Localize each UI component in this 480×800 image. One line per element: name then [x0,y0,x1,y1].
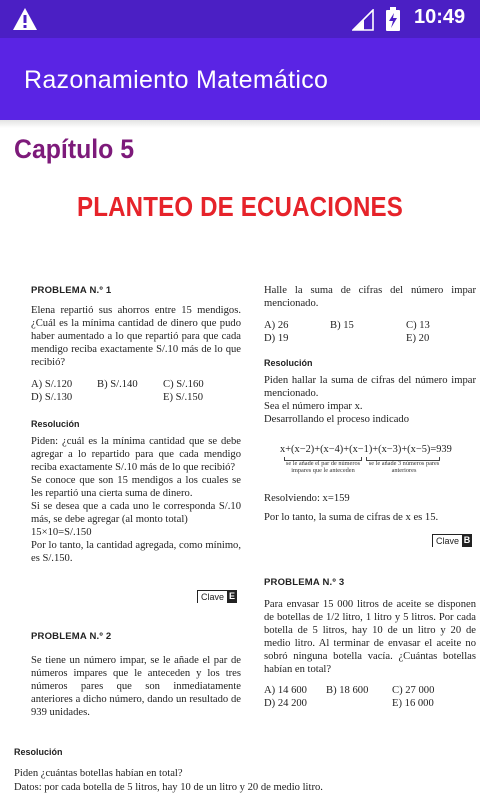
problem-2-continued [264,284,476,426]
clave-letter: B [463,535,471,545]
problem-2 [31,630,241,719]
problem-1-res-p5: Por lo tanto, la cantidad agregada, como mínimo, es S/.150. [31,540,241,564]
problem-1-res-p3: Si se desea que a cada uno le corresponda S/.10 más, se debe agregar (al monto total) [31,501,241,525]
option-b: B) 15 [330,320,354,331]
option-e: E) S/.150 [163,392,204,403]
problem-1-text: Elena repartió sus ahorros entre 15 mendigos. ¿Cuál es la mínima cantidad de dinero que pudo haber aumentado a lo que repartió para que cada mendigo reciba exactamente S/.10 más de lo que recibió? [31,305,241,368]
problem-2-res-p5: Por lo tanto, la suma de cifras de x es 15. [264,512,439,523]
chapter-title: Capítulo 5 [14,134,135,164]
problem-1-resolution-heading: Resolución [31,419,80,429]
problem-3-res-p2: Datos: por cada botella de 5 litros, hay 10 de un litro y 20 de medio litro. [14,782,323,793]
problem-3-resolution-heading: Resolución [14,747,63,757]
signal-icon [352,9,374,31]
battery-charging-icon [386,7,400,31]
problem-2-res-p3: Desarrollando el proceso indicado [264,414,410,425]
problem-1-options [31,378,241,404]
option-d: D) 24 200 [264,698,307,709]
option-a: A) 26 [264,320,289,331]
status-bar [0,0,480,38]
problem-3 [264,576,476,710]
problem-2-resolution-heading: Resolución [264,358,313,368]
problem-1 [31,284,241,565]
problem-3-res-p1: Piden ¿cuántas botellas habían en total? [14,768,183,779]
option-e: E) 16 000 [392,698,434,709]
problem-3-text: Para envasar 15 000 litros de aceite se disponen de botellas de 1/2 litro, 1 litro y 5 litros. Por cada botella de 5 litros, hay 10 de un litro y 20 de medio litro. Al terminar de envasar el aceite no sobró ninguna botella vacía. ¿Cuántas botellas habían en total? [264,599,476,675]
problem-2-text: Se tiene un número impar, se le añade el par de números impares que le anteceden y los tres números pares que son inmediatamente anteriores a dicho número, dando un resultado de 939 unidades. [31,655,241,718]
problem-1-res-p1: Piden: ¿cuál es la mínima cantidad que se debe agregar a lo repartido para que cada mendigo reciba exactamente S/.10 más de lo que recibió? [31,436,241,473]
problem-3-heading: PROBLEMA N.º 3 [264,577,345,588]
problem-2-solution [264,492,476,524]
option-c: C) 13 [406,320,430,331]
option-a: A) S/.120 [31,379,73,390]
option-b: B) S/.140 [97,379,138,390]
warning-icon [12,7,38,31]
problem-2-equation: x+(x−2)+(x−4)+(x−1)+(x−3)+(x−5)=939 [280,444,452,455]
problem-3-options [264,684,476,710]
option-e: E) 20 [406,333,430,344]
clave-label: Clave [432,534,462,547]
problem-2-heading: PROBLEMA N.º 2 [31,631,112,642]
problem-1-answer-key [197,590,237,603]
clave-letter: E [229,591,236,601]
problem-2-res-p2: Sea el número impar x. [264,401,363,412]
problem-2-res-p1: Piden hallar la suma de cifras del número impar mencionado. [264,375,476,399]
problem-2-res-p4: Resolviendo: x=159 [264,493,350,504]
problem-1-res-p2: Se conoce que son 15 mendigos a los cuales se les repartió una cierta suma de dinero. [31,475,241,499]
app-title: Razonamiento Matemático [24,66,329,94]
option-d: D) S/.130 [31,392,73,403]
option-c: C) 27 000 [392,685,435,696]
brace-left-label: se le añade el par de números impares que le anteceden [285,460,361,474]
brace-right-label: se le añade 3 números pares anteriores [368,460,440,474]
problem-2-question: Halle la suma de cifras del número impar mencionado. [264,285,476,309]
option-b: B) 18 600 [326,685,369,696]
problem-1-res-p4: 15×10=S/.150 [31,527,92,538]
status-time: 10:49 [414,6,466,28]
problem-3-resolution [14,746,476,794]
appbar-shadow [0,120,480,128]
problem-1-heading: PROBLEMA N.º 1 [31,285,112,296]
page-viewer[interactable] [0,120,480,800]
app-bar [0,38,480,120]
problem-2-answer-key [432,534,472,547]
option-c: C) S/.160 [163,379,204,390]
problem-2-options [264,319,476,345]
option-d: D) 19 [264,333,289,344]
clave-label: Clave [197,590,227,603]
page-title: PLANTEO DE ECUACIONES [76,191,404,222]
option-a: A) 14 600 [264,685,307,696]
